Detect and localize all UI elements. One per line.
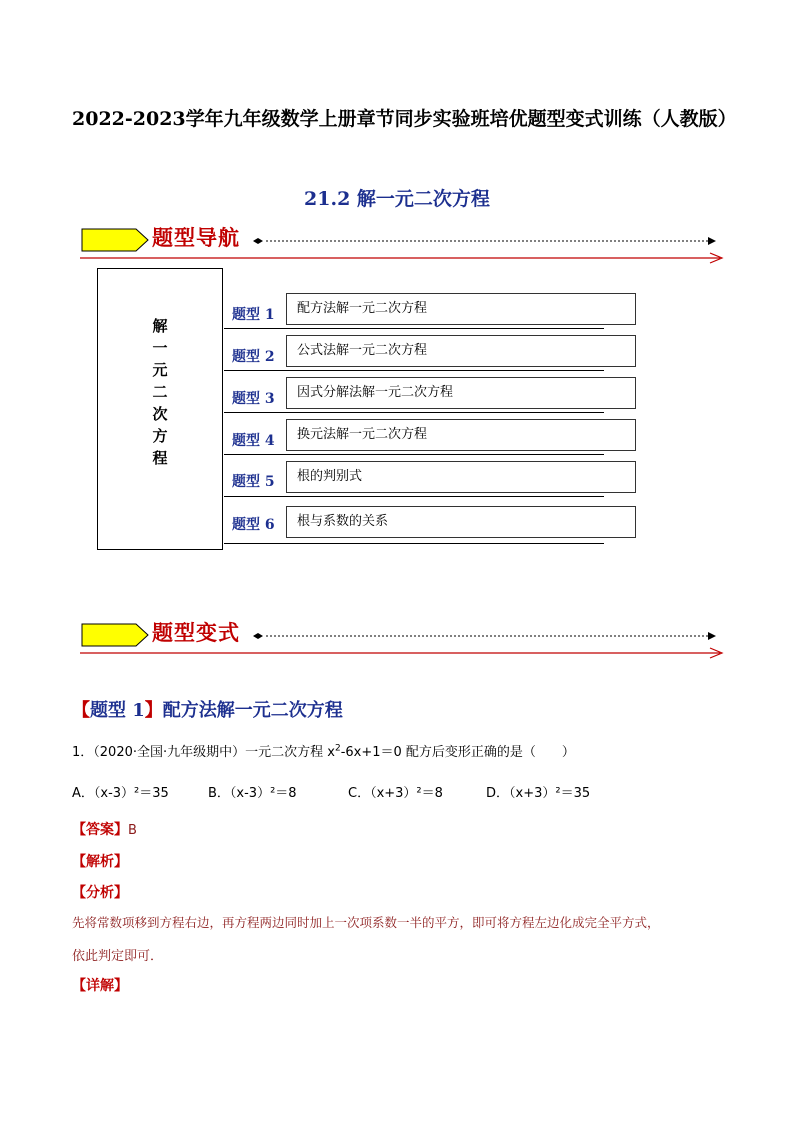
type-underline: [224, 454, 604, 455]
section-header-variant: [80, 621, 730, 671]
answer-value: B: [128, 823, 137, 838]
detail-label: 【详解】: [72, 978, 128, 994]
question-source: （2020·全国·九年级期中）: [93, 745, 246, 760]
fenxi-text-line-2: 依此判定即可．: [72, 949, 164, 964]
type-label: 题型 1: [232, 307, 275, 323]
bracket-close: 】: [144, 700, 163, 721]
analysis-label: 【解析】: [72, 854, 128, 870]
section-subtitle: 21.2 解一元二次方程: [304, 188, 490, 210]
nav-topic-box: [97, 268, 223, 550]
question-stem: 一元二次方程 x: [245, 745, 335, 760]
type-label: 题型 2: [232, 349, 275, 365]
answer-line: [72, 819, 137, 839]
option-c[interactable]: C．（x+3）²＝8: [348, 786, 443, 801]
type-box[interactable]: 换元法解一元二次方程: [286, 419, 636, 451]
detail-line: [72, 975, 128, 995]
document-title: 2022-2023学年九年级数学上册章节同步实验班培优题型变式训练（人教版）: [72, 108, 737, 130]
nav-char: 元: [152, 361, 168, 379]
nav-char: 解: [152, 317, 168, 335]
type-underline: [224, 543, 604, 544]
question-type-label: 题型 1: [90, 700, 145, 721]
fenxi-line: [72, 882, 128, 902]
fenxi-label: 【分析】: [72, 885, 128, 901]
question-stem-exponent: 2: [334, 743, 341, 754]
type-underline: [224, 412, 604, 413]
section-title-variant: 题型变式: [152, 620, 240, 645]
nav-char: 一: [152, 339, 168, 357]
type-label: 题型 6: [232, 517, 275, 533]
question-options: [72, 782, 712, 801]
question-type-title: 配方法解一元二次方程: [162, 700, 343, 721]
type-box[interactable]: 因式分解法解一元二次方程: [286, 377, 636, 409]
question-type-heading: [72, 696, 343, 722]
question-1: [72, 741, 575, 760]
nav-char: 方: [152, 427, 168, 445]
type-underline: [224, 496, 604, 497]
nav-char: 次: [152, 405, 168, 423]
type-box[interactable]: 配方法解一元二次方程: [286, 293, 636, 325]
question-stem: -6x+1＝0 配方后变形正确的是（ ）: [340, 745, 575, 760]
type-underline: [224, 370, 604, 371]
fenxi-text-line-1: 先将常数项移到方程右边，再方程两边同时加上一次项系数一半的平方，即可将方程左边化成完全平方式，: [72, 915, 660, 930]
type-box[interactable]: 公式法解一元二次方程: [286, 335, 636, 367]
option-a[interactable]: A．（x-3）²＝35: [72, 786, 169, 801]
nav-topic-vertical-text: [98, 315, 222, 469]
analysis-line: [72, 851, 128, 871]
bracket-open: 【: [72, 700, 90, 721]
section-title-nav: 题型导航: [152, 225, 240, 250]
nav-char: 二: [152, 383, 168, 401]
type-label: 题型 5: [232, 474, 275, 490]
option-b[interactable]: B．（x-3）²＝8: [208, 786, 297, 801]
type-box[interactable]: 根与系数的关系: [286, 506, 636, 538]
type-box[interactable]: 根的判别式: [286, 461, 636, 493]
answer-label: 【答案】: [72, 822, 128, 838]
option-d[interactable]: D．（x+3）²＝35: [486, 786, 591, 801]
type-underline: [224, 328, 604, 329]
nav-char: 程: [152, 449, 168, 467]
question-number: 1．: [72, 745, 94, 760]
type-label: 题型 3: [232, 391, 275, 407]
type-label: 题型 4: [232, 433, 275, 449]
